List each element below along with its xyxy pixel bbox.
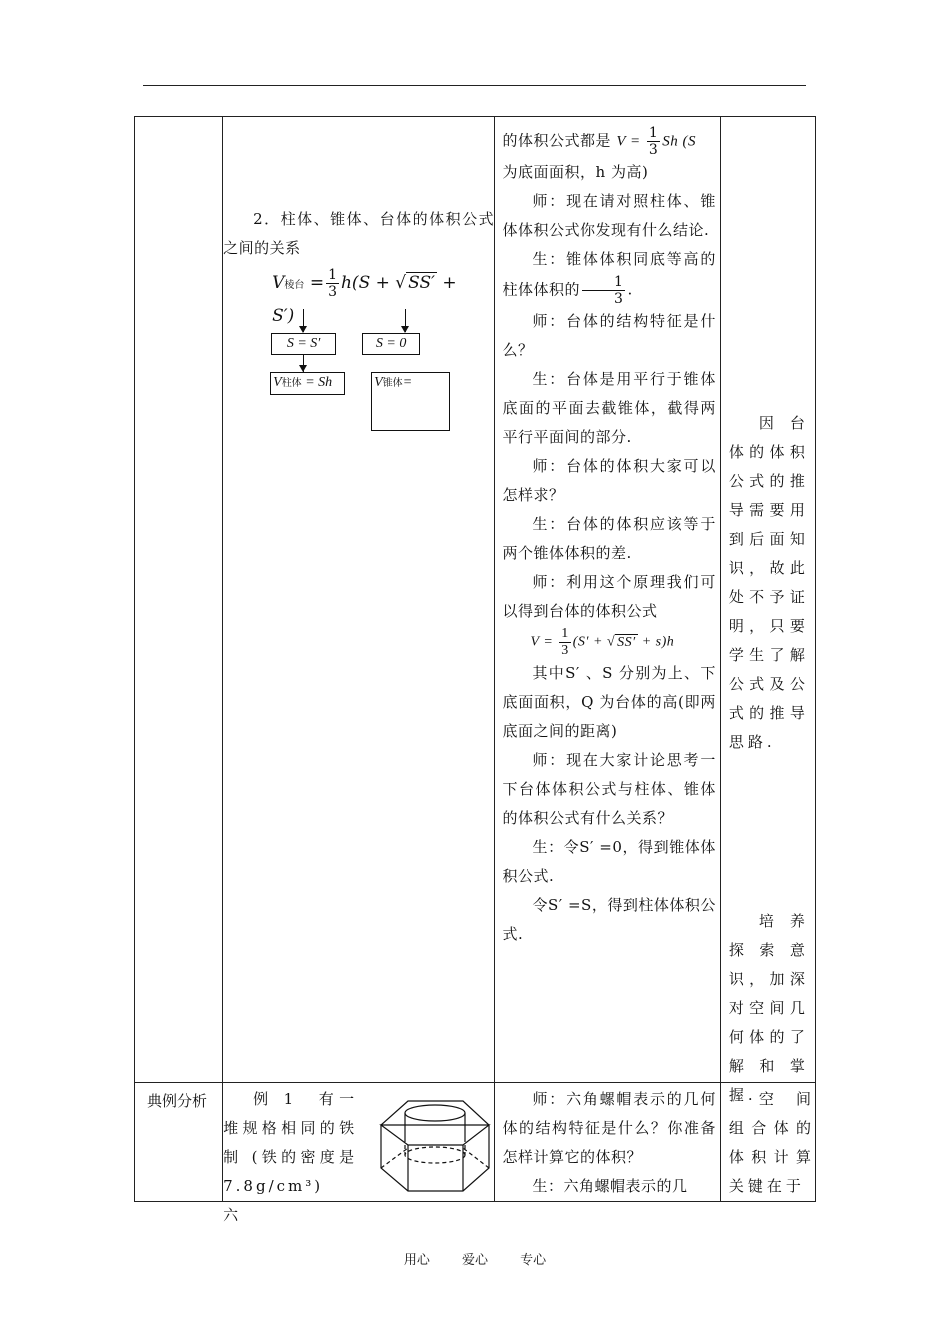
- section-label-cell: [135, 1083, 223, 1202]
- page-footer: 用心 爱心 专心: [403, 1253, 547, 1268]
- notes-cell: [720, 117, 815, 1104]
- condition-equal-box: S = S′: [271, 333, 336, 355]
- example-cell: [223, 1083, 494, 1224]
- volume-flowchart: [268, 267, 468, 447]
- note-composite: 空间组合体的体积计算关键在于: [728, 1090, 815, 1195]
- example-text: 例 1 有一堆规格相同的铁制 (铁的密度是 7.8g/cm³) 六: [223, 1090, 376, 1224]
- note-explore: 培养探索意识，加深对空间几何体的了解和掌握.: [728, 912, 809, 1104]
- table-row: [135, 117, 816, 1083]
- section-label: 典例分析: [147, 1092, 208, 1110]
- dialogue-cell: [494, 117, 720, 1083]
- note-frustum: 因台体的体积公式的推导需要用到后面知识，故此处不予证明，只要学生了解公式及公式的推导思路.: [728, 414, 809, 751]
- frustum-volume-formula: V = $\frac{1}{3}$ (S′ + √ SS′ + s)h: [530, 626, 675, 658]
- lesson-table: [134, 116, 816, 1224]
- pyramid-volume-box: V锥体=: [371, 372, 450, 431]
- dialogue-cell: 师：六角螺帽表示的几何体的结构特征是什么？你准备怎样计算它的体积？ 生：六角螺帽表示的几: [494, 1083, 720, 1202]
- header-rule: [143, 85, 806, 86]
- relation-title: 2．柱体、锥体、台体的体积公式之间的关系: [223, 210, 495, 257]
- table-row: [135, 1083, 816, 1202]
- condition-zero-box: S = 0: [362, 333, 420, 355]
- dialogue-text: 的体积公式都是 V = $\frac{1}{3}$ Sh (S 为底面面积，h 为高) 师：现在请对照柱体、锥体体积公式你发现有什么结论. 生：锥体体积同底等高的柱体体积的 $\frac{1}{3}$ . 师：台体的结构特征是什么？ 生：台体是用平行于锥体底面的平面去截锥体，截得两平行平面间的部分. 师：台体的体积大家可以怎样求？ 生：台体的体积应该等于两个锥体体积的差. 师：利用这个原理我们可以得到台体的体积公式 V = $\frac{1}{3}$ (S′ + √ SS′ + s)h 其中S′ 、S 分别为上、下底面面积，Q 为台体的高(即两底面之间的距离) 师：现在大家计论思考一下台体体积公式与柱体、锥体的体积公式有什么关系？ 生：令S′ =0，得到锥体体积公式. 令S′ =S，得到柱体体积公式.: [502, 125, 716, 943]
- frustum-formula: V棱台 = $\frac{1}{3}$ h(S + √ SS′ + S′): [272, 267, 457, 326]
- prism-volume-box: V柱体 = Sh: [270, 372, 345, 395]
- relation-cell: [223, 117, 494, 1083]
- hex-nut-figure: [373, 1093, 495, 1195]
- section-label-cell: [135, 117, 223, 1083]
